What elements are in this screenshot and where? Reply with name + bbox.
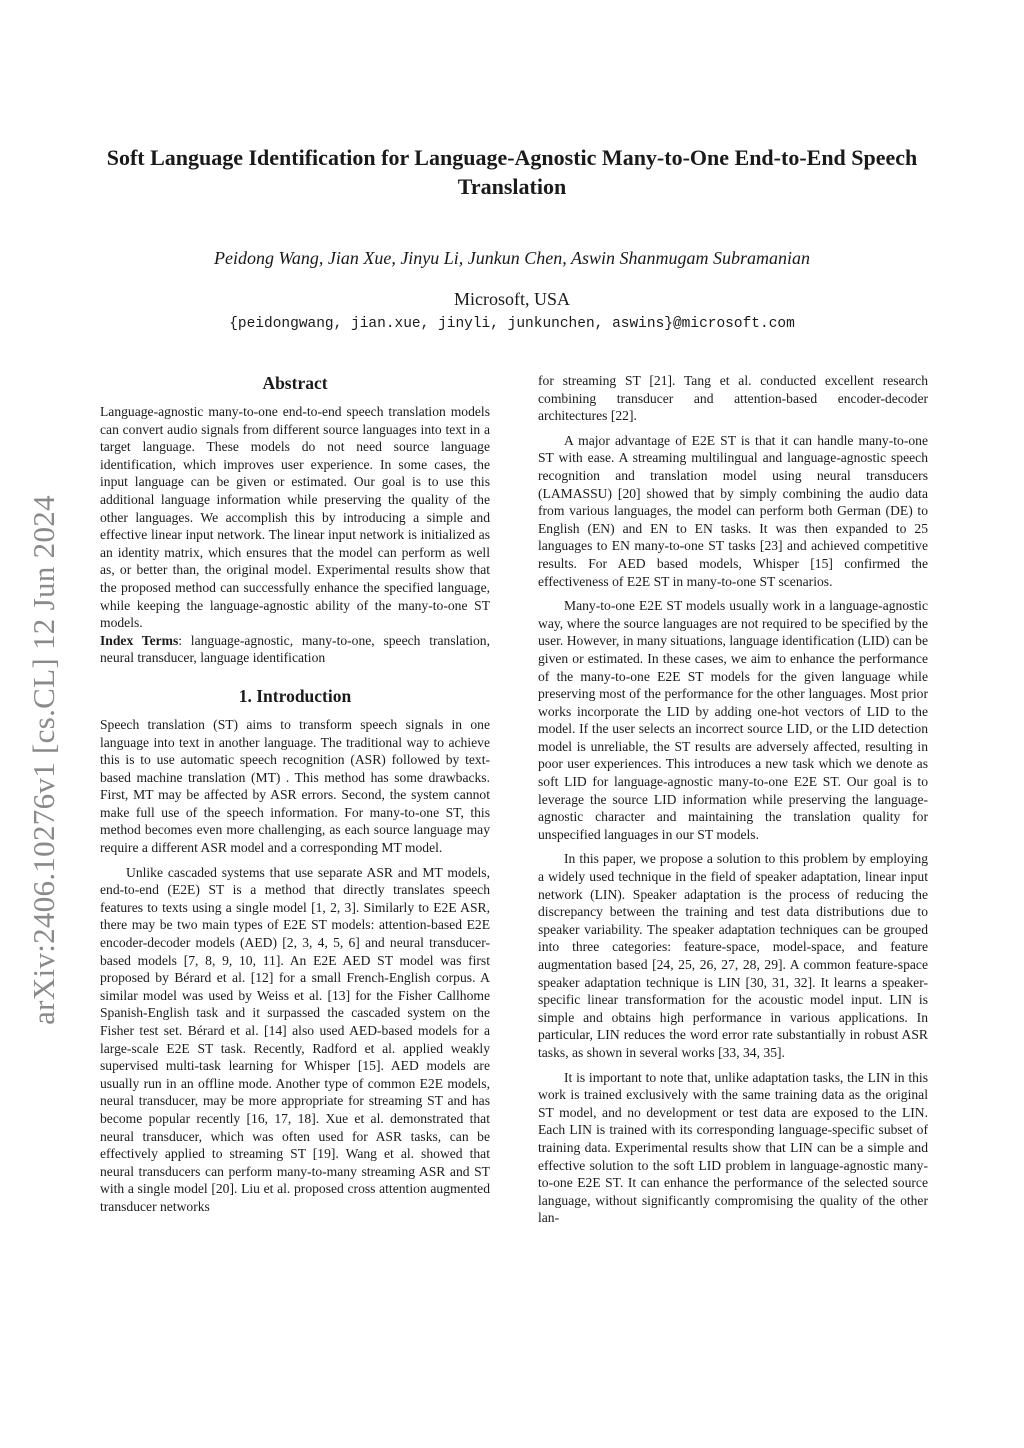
right-column (538, 372, 928, 1227)
index-terms-text: : language-agnostic, many-to-one, speech translation, neural transducer, language identification (100, 632, 490, 666)
paper-title: Soft Language Identification for Language-Agnostic Many-to-One End-to-End Speech Translation (106, 145, 918, 199)
arxiv-identifier: arXiv:2406.10276v1 [cs.CL] 12 Jun 2024 (26, 495, 61, 1025)
intro-paragraph-1: Speech translation (ST) aims to transform speech signals in one language into text in another language. The traditional way to achieve this is to use automatic speech recognition (ASR) followed by text-based machine translation (MT) . This method has some drawbacks. First, MT may be affected by ASR errors. Second, the system cannot make full use of the speech information. For many-to-one ST, this method becomes even more challenging, as each source language may require a different ASR model and a corresponding MT model. (100, 716, 490, 856)
index-terms (100, 632, 490, 667)
intro-paragraph-5: In this paper, we propose a solution to this problem by employing a widely used technique in the field of speaker adaptation, linear input network (LIN). Speaker adaptation is the process of reducing the discrepancy between the training and test data distributions due to speaker variability. The speaker adaptation techniques can be grouped into three categories: feature-space, model-space, and feature augmentation based [24, 25, 26, 27, 28, 29]. A common feature-space speaker adaptation technique is LIN [30, 31, 32]. It learns a speaker-specific linear transformation for the acoustic model input. LIN is simple and obtains high performance in various applications. In particular, LIN reduces the word error rate substantially in robust ASR tasks, as shown in several works [33, 34, 35]. (538, 851, 928, 1060)
arxiv-sidebar (16, 455, 72, 1065)
intro-paragraph-2-continued: for streaming ST [21]. Tang et al. conducted excellent research combining transducer and attention-based encoder-decoder architectures [22]. (538, 373, 928, 424)
abstract-heading: Abstract (262, 373, 328, 393)
author-list: Peidong Wang, Jian Xue, Jinyu Li, Junkun Chen, Aswin Shanmugam Subramanian (214, 248, 810, 268)
intro-paragraph-2: Unlike cascaded systems that use separate ASR and MT models, end-to-end (E2E) ST is a method that directly translates speech features to texts using a single model [1, 2, 3]. Similarly to E2E ASR, there may be two main types of E2E ST models: attention-based E2E encoder-decoder models (AED) [2, 3, 4, 5, 6] and neural transducer-based models [7, 8, 9, 10, 11]. An E2E AED ST model was first proposed by Bérard et al. [12] for a small French-English corpus. A similar model was used by Weiss et al. [13] for the Fisher Callhome Spanish-English task and it surpassed the cascaded system on the Fisher test set. Bérard et al. [14] also used AED-based models for a large-scale E2E ST task. Recently, Radford et al. applied weakly supervised multi-task learning for Whisper [15]. AED models are usually run in an offline mode. Another type of common E2E models, neural transducer, may be more appropriate for streaming ST and has become popular recently [16, 17, 18]. Xue et al. demonstrated that neural transducer, which was often used for ASR tasks, can be effectively applied to streaming ST [19]. Wang et al. showed that neural transducers can perform many-to-many streaming ASR and ST with a single model [20]. Liu et al. proposed cross attention augmented transducer networks (100, 864, 490, 1214)
abstract-text: Language-agnostic many-to-one end-to-end speech translation models can convert audio signals from different source languages into text in a target language. These models do not need source language identification, which improves user experience. In some cases, the input language can be given or estimated. Our goal is to use this additional language information while preserving the quality of the other languages. We accomplish this by introducing a simple and effective linear input network. The linear input network is initialized as an identity matrix, which ensures that the model can perform as well as, or better than, the original model. Experimental results show that the proposed method can successfully enhance the specified language, while keeping the language-agnostic ability of the many-to-one ST models. (100, 404, 490, 631)
author-emails: {peidongwang, jian.xue, jinyli, junkunchen, aswins}@microsoft.com (229, 316, 795, 332)
intro-paragraph-3: A major advantage of E2E ST is that it can handle many-to-one ST with ease. A streaming multilingual and language-agnostic speech recognition and translation model using neural transducers (LAMASSU) [20] showed that by simply combining the audio data from various languages, the model can perform both German (DE) to English (EN) and EN to EN tasks. It was then expanded to 25 languages to EN many-to-one ST tasks [23] and achieved competitive results. For AED based models, Whisper [15] confirmed the effectiveness of E2E ST in many-to-one ST scenarios. (538, 432, 928, 589)
intro-paragraph-6: It is important to note that, unlike adaptation tasks, the LIN in this work is trained exclusively with the same training data as the original ST model, and no development or test data are exposed to the LIN. Each LIN is trained with its corresponding language-specific subset of training data. Experimental results show that LIN can be a simple and effective solution to the soft LID problem in language-agnostic many-to-one E2E ST. It can enhance the performance of the selected source language, without significantly compromising the quality of the other lan- (538, 1069, 928, 1226)
left-column (100, 372, 490, 1216)
index-terms-label: Index Terms (100, 632, 179, 648)
affiliation: Microsoft, USA (454, 289, 570, 309)
intro-paragraph-4: Many-to-one E2E ST models usually work in a language-agnostic way, where the source languages are not required to be specified by the user. However, in many situations, language identification (LID) can be given or estimated. In these cases, we aim to enhance the performance of the many-to-one E2E ST models for the given language while preserving most of the performance for the other languages. Most prior works incorporate the LID by adding one-hot vectors of LID to the model. If the user selects an incorrect source LID, or the LID detection model is unreliable, the ST results are adversely affected, resulting in poor user experiences. This introduces a new task which we denote as soft LID for language-agnostic many-to-one E2E ST. Our goal is to leverage the source LID information while preserving the language-agnostic character and maintaining the translation quality for unspecified languages in our ST models. (538, 598, 928, 842)
introduction-heading: 1. Introduction (238, 685, 352, 706)
